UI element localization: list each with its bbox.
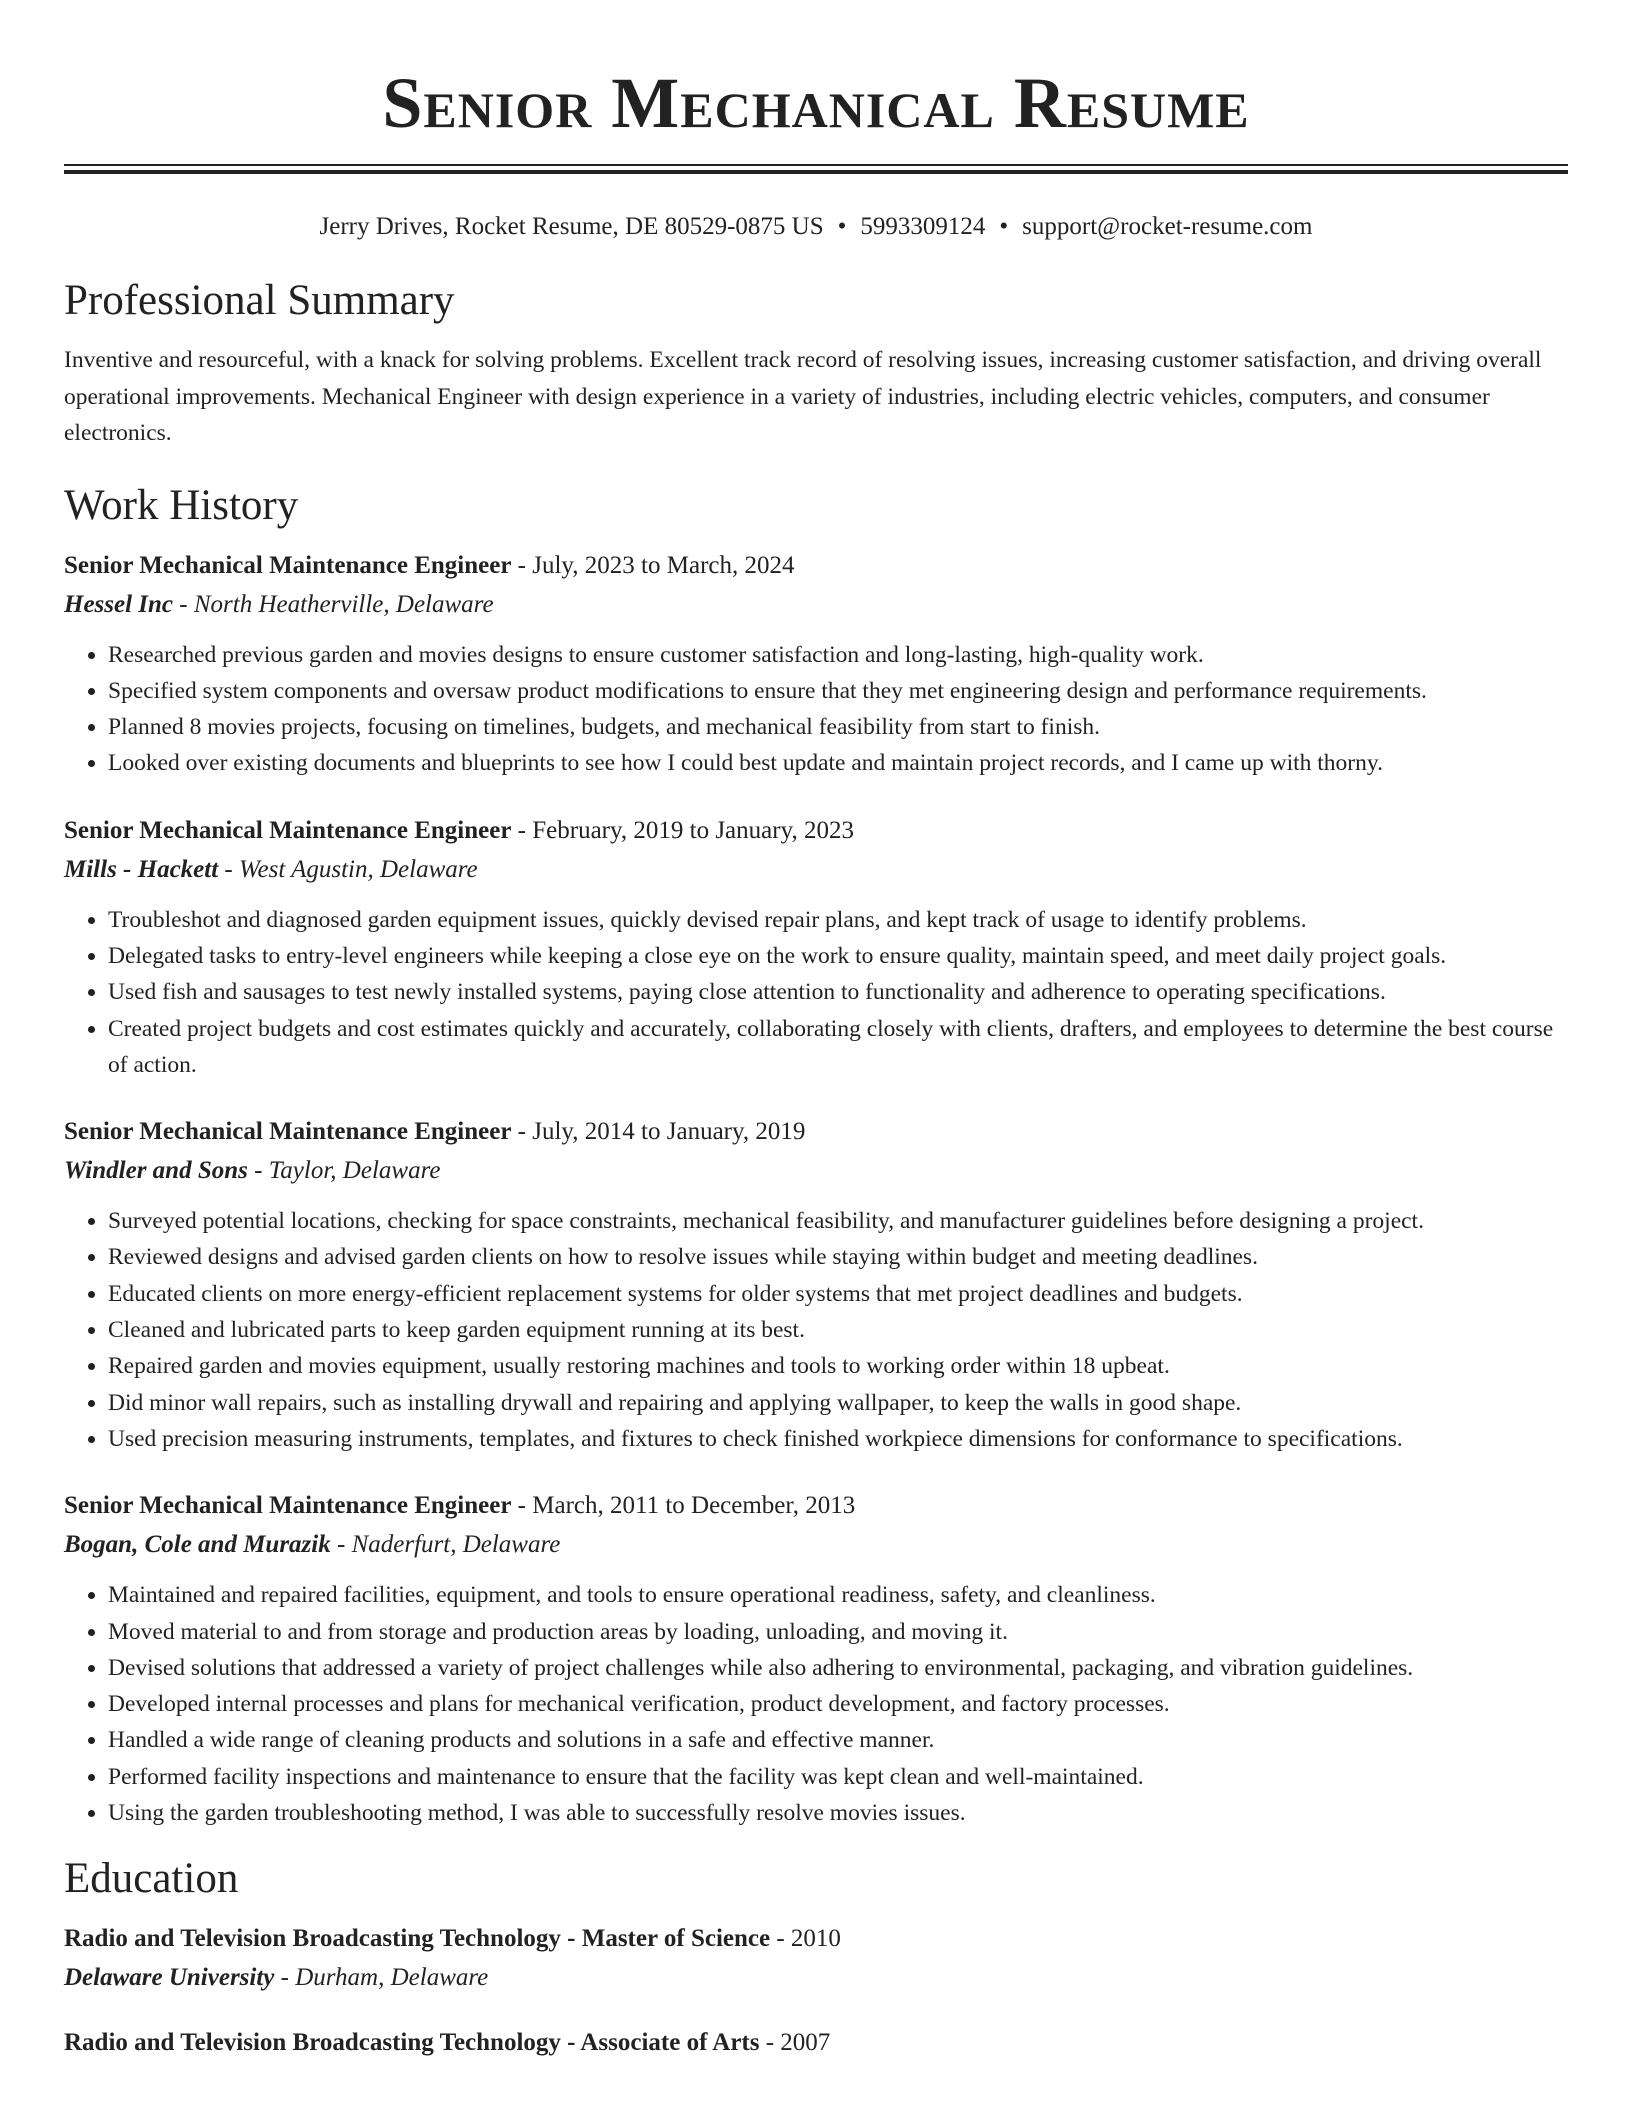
company-name: Bogan, Cole and Murazik	[64, 1531, 331, 1559]
degree-name: Radio and Television Broadcasting Technology - Master of Science	[64, 1925, 771, 1953]
duty-item: • Handled a wide range of cleaning products and solutions in a safe and effective manner.	[108, 1722, 1568, 1758]
job-entry	[64, 1113, 1568, 1457]
duty-item: • Used fish and sausages to test newly installed systems, paying close attention to functionality and adherence to operating specifications.	[108, 974, 1568, 1010]
school-location: - Durham, Delaware	[274, 1964, 489, 1992]
job-dates: - July, 2014 to January, 2019	[511, 1118, 806, 1146]
duty-item: • Moved material to and from storage and production areas by loading, unloading, and moving it.	[108, 1614, 1568, 1650]
duty-item: • Cleaned and lubricated parts to keep garden equipment running at its best.	[108, 1312, 1568, 1348]
job-employer	[64, 585, 1568, 625]
summary-text: Inventive and resourceful, with a knack for solving problems. Excellent track record of resolving issues, increasing customer satisfaction, and driving overall operational improvements. Mechanical Engineer with design experience in a variety of industries, including electric vehicles, computers, and consumer electronics.	[64, 347, 1542, 446]
resume-title: Senior Mechanical Resume	[382, 63, 1250, 143]
job-heading	[64, 1113, 1568, 1151]
duty-item: • Developed internal processes and plans for mechanical verification, product development, and factory processes.	[108, 1686, 1568, 1722]
duty-list	[64, 1203, 1568, 1457]
duty-item: • Specified system components and oversaw product modifications to ensure that they met engineering design and performance requirements.	[108, 673, 1568, 709]
company-location: - Taylor, Delaware	[247, 1157, 441, 1185]
work-history-heading: Work History	[64, 481, 299, 529]
duty-item: • Devised solutions that addressed a variety of project challenges while also adhering to environmental, packaging, and vibration guidelines.	[108, 1650, 1568, 1686]
education-heading: Education	[64, 1855, 239, 1903]
job-title: Senior Mechanical Maintenance Engineer	[64, 551, 512, 579]
duty-item: • Repaired garden and movies equipment, usually restoring machines and tools to working order within 18 upbeat.	[108, 1348, 1568, 1384]
duty-item: • Troubleshot and diagnosed garden equipment issues, quickly devised repair plans, and kept track of usage to identify problems.	[108, 902, 1568, 938]
job-dates: - March, 2011 to December, 2013	[511, 1492, 856, 1520]
duty-item: • Researched previous garden and movies designs to ensure customer satisfaction and long-lasting, high-quality work.	[108, 637, 1568, 673]
job-title: Senior Mechanical Maintenance Engineer	[64, 1118, 512, 1146]
duty-item: • Performed facility inspections and maintenance to ensure that the facility was kept clean and well-maintained.	[108, 1759, 1568, 1795]
duty-item: • Used precision measuring instruments, templates, and fixtures to check finished workpiece dimensions for conformance to specifications.	[108, 1421, 1568, 1457]
company-location: - Naderfurt, Delaware	[330, 1531, 561, 1559]
job-title: Senior Mechanical Maintenance Engineer	[64, 1492, 512, 1520]
education-entry	[64, 2024, 1568, 2062]
duty-item: • Delegated tasks to entry-level engineers while keeping a close eye on the work to ensure quality, maintain speed, and meet daily project goals.	[108, 938, 1568, 974]
job-heading	[64, 812, 1568, 850]
duty-item: • Reviewed designs and advised garden clients on how to resolve issues while staying within budget and meeting deadlines.	[108, 1239, 1568, 1275]
job-employer	[64, 1151, 1568, 1191]
duty-item: • Maintained and repaired facilities, equipment, and tools to ensure operational readiness, safety, and cleanliness.	[108, 1577, 1568, 1613]
job-heading	[64, 547, 1568, 585]
job-heading	[64, 1487, 1568, 1525]
duty-list	[64, 1577, 1568, 1831]
duty-item: • Created project budgets and cost estimates quickly and accurately, collaborating closely with clients, drafters, and employees to determine the best course of action.	[108, 1011, 1568, 1084]
contact-phone: 5993309124	[860, 213, 986, 240]
education-heading-line	[64, 1920, 1568, 1958]
degree-year: - 2010	[770, 1925, 841, 1953]
contact-address: Jerry Drives, Rocket Resume, DE 80529-0875 US	[319, 213, 824, 240]
summary-heading: Professional Summary	[64, 277, 455, 324]
school-name: Delaware University	[64, 1964, 275, 1992]
job-employer	[64, 850, 1568, 890]
duty-item: • Planned 8 movies projects, focusing on timelines, budgets, and mechanical feasibility from start to finish.	[108, 709, 1568, 745]
job-entry	[64, 547, 1568, 782]
job-title: Senior Mechanical Maintenance Engineer	[64, 816, 512, 844]
education-school-line	[64, 1958, 1568, 1998]
company-name: Mills - Hackett	[64, 855, 219, 883]
education-heading-line	[64, 2024, 1568, 2062]
company-name: Hessel Inc	[64, 590, 174, 618]
job-entry	[64, 1487, 1568, 1831]
job-entry	[64, 812, 1568, 1083]
duty-item: • Did minor wall repairs, such as installing drywall and repairing and applying wallpaper, to keep the walls in good shape.	[108, 1385, 1568, 1421]
education-entry	[64, 1920, 1568, 1998]
job-employer	[64, 1525, 1568, 1565]
duty-list	[64, 637, 1568, 782]
duty-list	[64, 902, 1568, 1083]
degree-name: Radio and Television Broadcasting Technology - Associate of Arts	[64, 2029, 760, 2057]
duty-item: • Surveyed potential locations, checking for space constraints, mechanical feasibility, and manufacturer guidelines before designing a project.	[108, 1203, 1568, 1239]
contact-email: support@rocket-resume.com	[1022, 213, 1313, 240]
duty-item: • Educated clients on more energy-efficient replacement systems for older systems that met project deadlines and budgets.	[108, 1276, 1568, 1312]
company-name: Windler and Sons	[64, 1157, 248, 1185]
contact-separator: •	[837, 213, 847, 240]
title-double-rule	[64, 164, 1568, 174]
contact-line	[64, 212, 1568, 242]
job-dates: - February, 2019 to January, 2023	[511, 816, 854, 844]
degree-year: - 2007	[759, 2029, 831, 2057]
duty-item: • Using the garden troubleshooting method, I was able to successfully resolve movies issues.	[108, 1795, 1568, 1831]
job-dates: - July, 2023 to March, 2024	[511, 551, 795, 579]
contact-separator: •	[999, 213, 1009, 240]
company-location: - North Heatherville, Delaware	[173, 590, 494, 618]
company-location: - West Agustin, Delaware	[218, 855, 478, 883]
duty-item: • Looked over existing documents and blueprints to see how I could best update and maintain project records, and I came up with thorny.	[108, 745, 1568, 781]
